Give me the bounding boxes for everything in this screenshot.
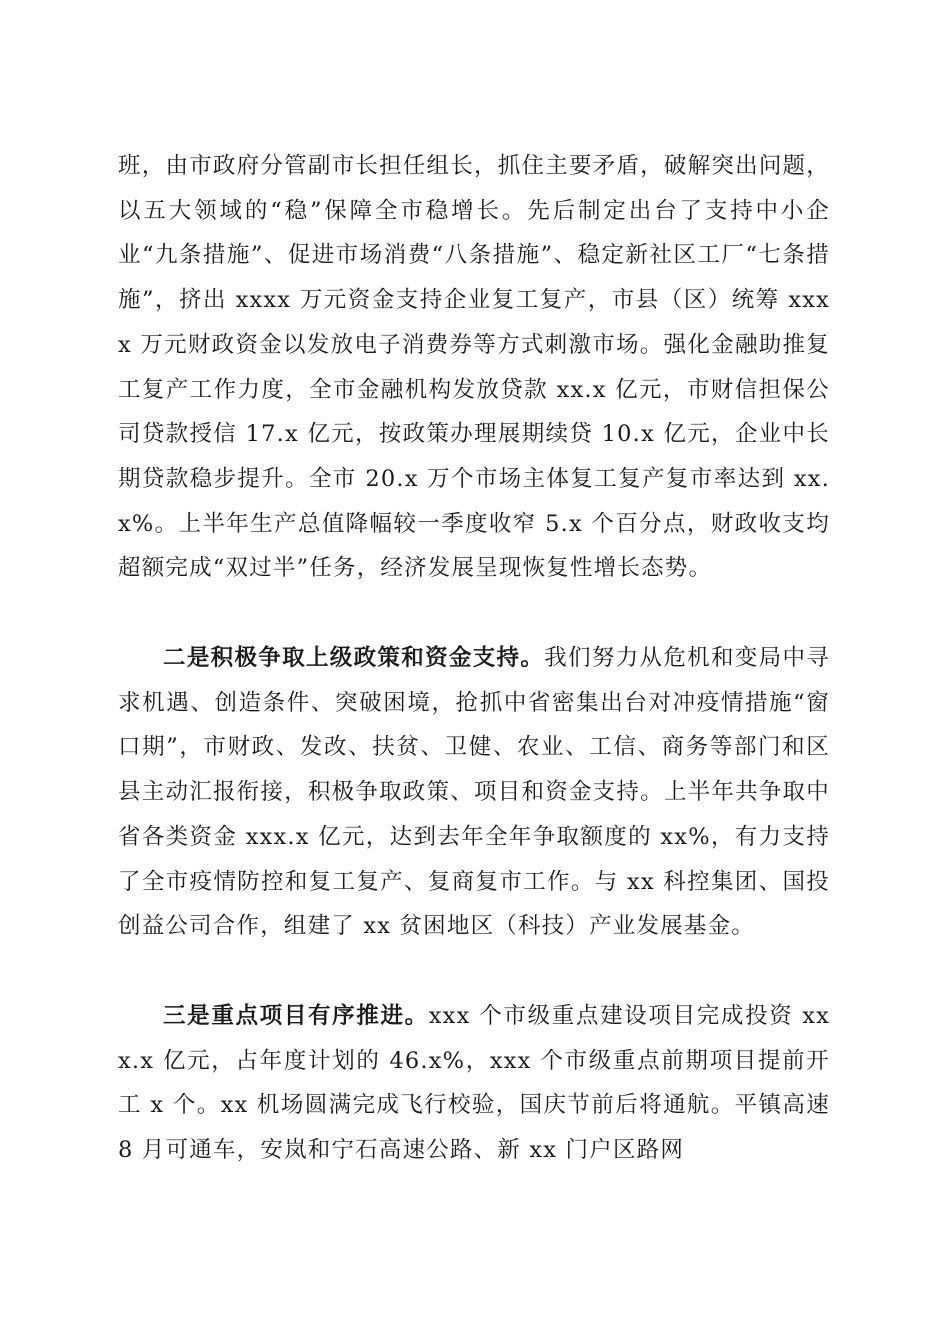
paragraph-1 — [118, 144, 830, 591]
paragraph-3-text: xxx 个市级重点建设项目完成投资 xxx.x 亿元，占年度计划的 46.x%，xxx 个市级重点前期项目提前开工 x 个。xx 机场圆满完成飞行校验，国庆节前后将通航。平镇高速 8 月可通车，安岚和宁石高速公路、新 xx 门户区路网 — [118, 1003, 830, 1164]
paragraph-2-text: 我们努力从危机和变局中寻求机遇、创造条件、突破困境，抢抓中省密集出台对冲疫情措施“窗口期”，市财政、发改、扶贫、卫健、农业、工信、商务等部门和区县主动汇报衔接，积极争取政策、项目和资金支持。上半年共争取中省各类资金 xxx.x 亿元，达到去年全年争取额度的 xx%，有力支持了全市疫情防控和复工复产、复商复市工作。与 xx 科控集团、国投创益公司合作，组建了 xx 贫困地区（科技）产业发展基金。 — [118, 645, 831, 940]
paragraph-block-1 — [118, 144, 830, 591]
paragraph-3 — [118, 994, 830, 1173]
paragraph-2-lead-heading: 二是积极争取上级政策和资金支持。 — [163, 645, 545, 671]
paragraph-block-3 — [118, 994, 830, 1173]
paragraph-2 — [118, 636, 830, 949]
paragraph-1-text: 班，由市政府分管副市长担任组长，抓住主要矛盾，破解突出问题，以五大领域的“稳”保障全市稳增长。先后制定出台了支持中小企业“九条措施”、促进市场消费“八条措施”、稳定新社区工厂“七条措施”，挤出 xxxx 万元资金支持企业复工复产，市县（区）统筹 xxxx 万元财政资金以发放电子消费券等方式刺激市场。强化金融助推复工复产工作力度，全市金融机构发放贷款 xx.x 亿元，市财信担保公司贷款授信 17.x 亿元，按政策办理展期续贷 10.x 亿元，企业中长期贷款稳步提升。全市 20.x 万个市场主体复工复产复市率达到 xx.x%。上半年生产总值降幅较一季度收窄 5.x 个百分点，财政收支均超额完成“双过半”任务，经济发展呈现恢复性增长态势。 — [118, 153, 830, 582]
paragraph-3-lead-heading: 三是重点项目有序推进。 — [163, 1003, 429, 1029]
paragraph-block-2 — [118, 636, 830, 949]
